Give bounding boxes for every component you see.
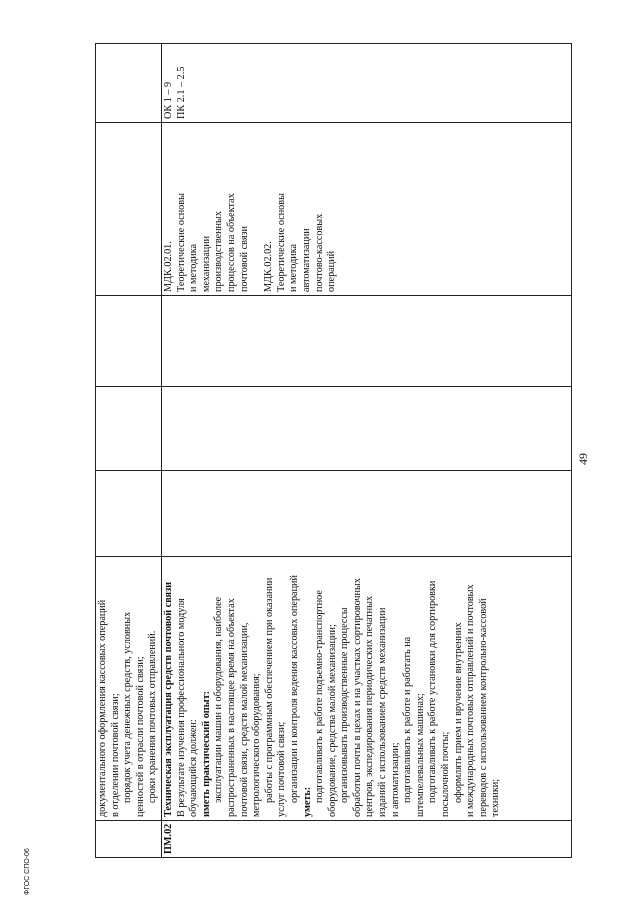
text-line: изданий с использованием средств механизации <box>377 607 389 817</box>
text-line: Техническая эксплуатация средств почтовой связи <box>162 581 174 817</box>
content-cell <box>96 557 162 821</box>
text-line: обработки почты в цехах и на участках сортировочных <box>351 578 363 817</box>
empty-cell <box>161 296 571 387</box>
empty-cell <box>96 296 162 387</box>
mdk-text: Теоретические основы <box>275 193 287 292</box>
text-line: документального оформления кассовых операций <box>97 599 108 817</box>
text-line: оформлять прием и вручение внутренних <box>452 622 464 803</box>
text-line: ценностей в отрасли почтовой связи; <box>134 656 146 817</box>
text-line: обучающийся должен: <box>188 719 200 817</box>
mdk-text: механизации <box>200 235 212 292</box>
competency-text: ОК 1 – 9 <box>162 81 174 119</box>
content-cell <box>161 557 571 821</box>
text-line: в отделении почтовой связи; <box>109 693 121 817</box>
text-line: переводов с использованием контрольно-кассовой <box>477 598 489 817</box>
text-line: и международных почтовых отправлений и почтовых <box>465 584 477 817</box>
table-row <box>96 44 162 858</box>
text-line: посылочной почты; <box>440 731 452 817</box>
text-line: подготавливать к работе и работать на <box>402 636 414 803</box>
text-line: почтовой связи, средств малой механизации, <box>238 622 250 817</box>
empty-cell <box>96 471 162 557</box>
text-line: метрологического оборудования; <box>251 673 263 817</box>
mdk-text: операций <box>326 250 338 292</box>
page-number: 49 <box>576 453 590 465</box>
text-line: и автоматизации; <box>389 742 401 817</box>
empty-cell <box>161 387 571 471</box>
text-line: уметь: <box>301 786 313 817</box>
text-line: организовывать производственные процессы <box>339 607 351 803</box>
text-line: В результате изучения профессионального модуля <box>175 598 187 817</box>
module-code-cell <box>96 821 162 858</box>
text-line: иметь практический опыт: <box>200 690 212 817</box>
mdk-cell <box>161 123 571 296</box>
footer-label: ФГОС СПО-06 <box>24 848 31 895</box>
mdk-text: процессов на объектах <box>225 193 237 292</box>
text-line: порядок учета денежных средств, условных <box>122 611 134 803</box>
mdk-cell <box>96 123 162 296</box>
mdk-text: и методика <box>288 243 300 292</box>
mdk-text: почтово-кассовых <box>313 213 325 292</box>
table-row <box>161 44 571 858</box>
spacer <box>251 126 263 292</box>
mdk-text: и методика <box>188 243 200 292</box>
mdk-text: Теоретические основы <box>175 193 187 292</box>
text-line: оборудование, средства малой механизации; <box>326 624 338 817</box>
text-line: эксплуатации машин и оборудования, наиболее <box>213 596 225 803</box>
empty-cell <box>96 387 162 471</box>
curriculum-table <box>95 43 572 858</box>
competency-text: ПК 2.1 – 2.5 <box>175 66 187 119</box>
empty-cell <box>161 471 571 557</box>
competency-cell <box>161 44 571 123</box>
mdk-text: МДК.02.02. <box>263 241 275 292</box>
module-code-cell: ПМ.02 <box>161 821 571 858</box>
text-line: центров, экспедирования периодических печатных <box>364 595 376 817</box>
text-line: работы с программным обеспечением при оказании <box>263 577 275 803</box>
mdk-text: почтовой связи <box>238 225 250 292</box>
mdk-text: автоматизации <box>300 228 312 292</box>
mdk-text: производственных <box>213 211 225 292</box>
text-line: техники; <box>490 778 502 817</box>
text-line: подготавливать к работе установки для сортировки <box>427 580 439 803</box>
text-line: подготавливать к работе подъемно-транспортное <box>314 590 326 803</box>
text-line: распространенных в настоящее время на объектах <box>225 598 237 817</box>
text-line: организации и контроля ведения кассовых операций <box>288 575 300 803</box>
text-line: штемпелевальных машинах; <box>414 693 426 817</box>
mdk-text: МДК.02.01. <box>162 241 174 292</box>
text-line: сроки хранения почтовых отправлений. <box>147 630 159 803</box>
competency-cell <box>96 44 162 123</box>
text-line: услуг почтовой связи; <box>276 721 288 817</box>
